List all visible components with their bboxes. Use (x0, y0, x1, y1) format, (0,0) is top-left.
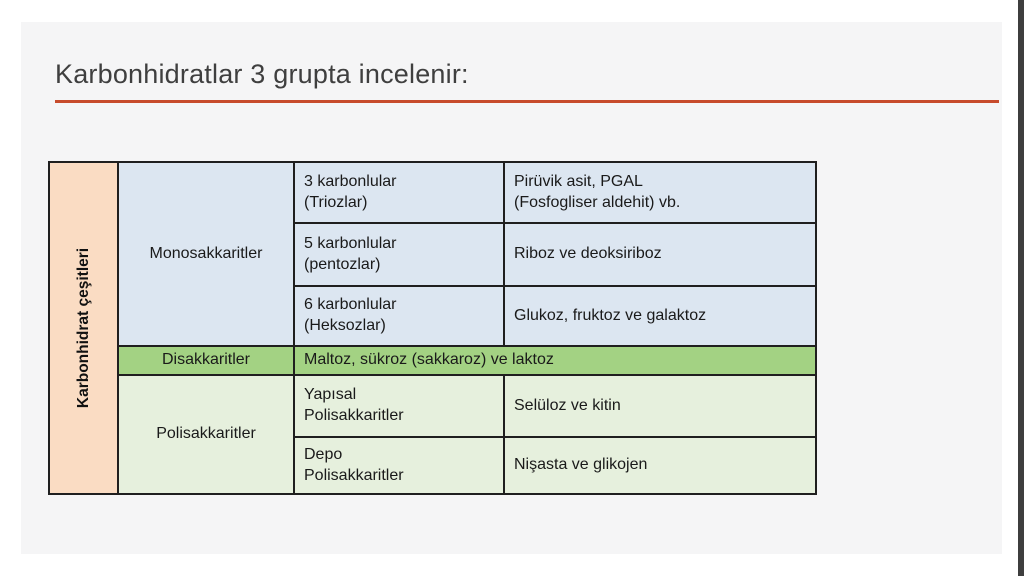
type-cell-depo (294, 437, 504, 494)
group-cell-disakkaritler: Disakkaritler (118, 346, 294, 375)
example-line: Pirüvik asit, PGAL (514, 172, 643, 190)
type-cell-6-karbonlular (294, 286, 504, 346)
type-line: 3 karbonlular (304, 172, 397, 190)
example-line: (Fosfogliser aldehit) vb. (514, 193, 681, 211)
example-cell-yapisal: Selüloz ve kitin (504, 375, 816, 437)
type-line: Polisakkaritler (304, 466, 404, 484)
type-line: Depo (304, 445, 343, 463)
screen-edge-bar (1018, 0, 1024, 576)
row-header-label: Karbonhidrat çeşitleri (74, 247, 92, 409)
carbohydrate-types-table (48, 161, 817, 495)
example-cell-pentozlar: Riboz ve deoksiriboz (504, 223, 816, 286)
group-cell-monosakkaritler: Monosakkaritler (118, 162, 294, 346)
type-line: 6 karbonlular (304, 296, 397, 314)
type-line: 5 karbonlular (304, 234, 397, 252)
slide-title: Karbonhidratlar 3 grupta incelenir: (55, 59, 469, 89)
type-cell-yapisal (294, 375, 504, 437)
slide (21, 22, 1002, 554)
type-line: (Triozlar) (304, 193, 368, 211)
type-line: Yapısal (304, 386, 357, 404)
type-line: (Heksozlar) (304, 317, 386, 334)
type-cell-3-karbonlular (294, 162, 504, 223)
table-row (49, 375, 816, 437)
title-underline (55, 100, 999, 103)
example-cell-heksozlar: Glukoz, fruktoz ve galaktoz (504, 286, 816, 346)
group-cell-polisakkaritler: Polisakkaritler (118, 375, 294, 494)
example-cell-depo: Nişasta ve glikojen (504, 437, 816, 494)
example-cell-triozlar (504, 162, 816, 223)
table-row (49, 346, 816, 375)
row-header-cell (49, 162, 118, 494)
table-row (49, 162, 816, 223)
type-line: Polisakkaritler (304, 407, 404, 424)
type-line: (pentozlar) (304, 255, 381, 273)
example-cell-disakkaritler: Maltoz, sükroz (sakkaroz) ve laktoz (294, 346, 816, 375)
type-cell-5-karbonlular (294, 223, 504, 286)
